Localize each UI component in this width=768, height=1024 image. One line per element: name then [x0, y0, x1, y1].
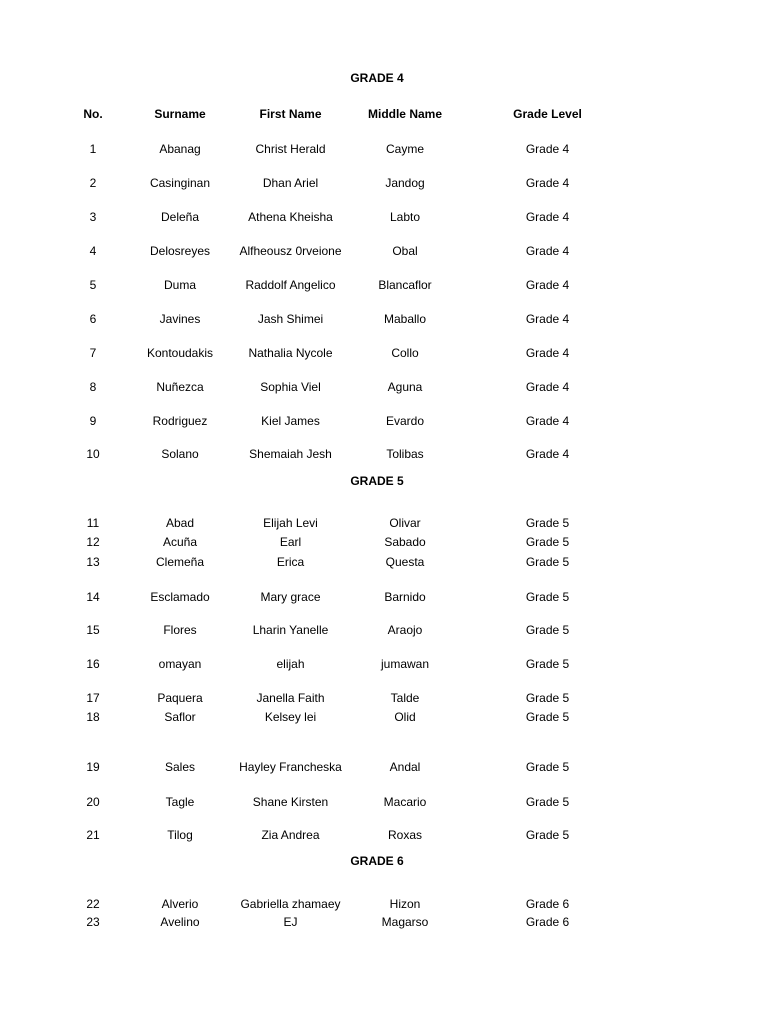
- grade-level-cell: Grade 4: [525, 414, 570, 428]
- middle-name-cell: jumawan: [380, 657, 430, 671]
- middle-name-cell: Tolibas: [386, 447, 424, 461]
- surname-cell: Sales: [164, 760, 196, 774]
- first-name-cell: Nathalia Nycole: [248, 346, 333, 360]
- row-number: 22: [86, 897, 100, 911]
- middle-name-cell: Obal: [392, 244, 418, 258]
- first-name-cell: Lharin Yanelle: [252, 623, 329, 637]
- middle-name-cell: Evardo: [385, 414, 425, 428]
- first-name-cell: Mary grace: [260, 590, 321, 604]
- surname-cell: Javines: [159, 312, 201, 326]
- first-name-cell: Sophia Viel: [260, 380, 321, 394]
- middle-name-cell: Blancaflor: [378, 278, 432, 292]
- grade-level-cell: Grade 5: [525, 691, 570, 705]
- middle-name-cell: Olivar: [389, 516, 421, 530]
- first-name-cell: Kiel James: [261, 414, 320, 428]
- surname-cell: Casinginan: [149, 176, 211, 190]
- surname-cell: Flores: [163, 623, 197, 637]
- middle-name-cell: Roxas: [387, 828, 422, 842]
- row-number: 9: [89, 414, 97, 428]
- middle-name-cell: Labto: [389, 210, 421, 224]
- row-number: 14: [86, 590, 100, 604]
- middle-name-cell: Collo: [391, 346, 419, 360]
- row-number: 20: [86, 795, 100, 809]
- middle-name-cell: Maballo: [383, 312, 427, 326]
- grade-level-cell: Grade 4: [525, 210, 570, 224]
- grade-level-cell: Grade 5: [525, 623, 570, 637]
- grade-level-cell: Grade 4: [525, 312, 570, 326]
- first-name-cell: Janella Faith: [256, 691, 325, 705]
- section-title: GRADE 5: [350, 473, 404, 488]
- grade-level-cell: Grade 4: [525, 278, 570, 292]
- surname-cell: Delosreyes: [149, 244, 211, 258]
- row-number: 7: [89, 346, 97, 360]
- row-number: 13: [86, 555, 100, 569]
- first-name-cell: Gabriella zhamaey: [240, 897, 341, 911]
- middle-name-cell: Macario: [383, 795, 427, 809]
- surname-cell: Alverio: [161, 897, 199, 911]
- grade-level-cell: Grade 5: [525, 828, 570, 842]
- surname-cell: Tagle: [165, 795, 195, 809]
- middle-name-cell: Olid: [394, 710, 416, 724]
- row-number: 4: [89, 244, 97, 258]
- surname-cell: Clemeña: [155, 555, 205, 569]
- grade-level-cell: Grade 4: [525, 346, 570, 360]
- row-number: 5: [89, 278, 97, 292]
- grade-level-cell: Grade 4: [525, 244, 570, 258]
- surname-cell: Kontoudakis: [146, 346, 214, 360]
- grade-level-cell: Grade 5: [525, 516, 570, 530]
- grade-level-cell: Grade 5: [525, 590, 570, 604]
- first-name-cell: Earl: [279, 535, 302, 549]
- section-title: GRADE 6: [350, 854, 404, 868]
- surname-cell: Abanag: [159, 142, 201, 156]
- first-name-cell: Raddolf Angelico: [245, 278, 336, 292]
- middle-name-cell: Talde: [390, 691, 420, 705]
- middle-name-cell: Cayme: [385, 142, 424, 156]
- first-name-cell: Alfheousz 0rveione: [239, 244, 342, 258]
- surname-cell: Nuñezca: [156, 380, 204, 394]
- first-name-cell: Zia Andrea: [261, 828, 320, 842]
- section-title: GRADE 4: [350, 71, 404, 85]
- grade-level-cell: Grade 5: [525, 555, 570, 569]
- row-number: 1: [89, 142, 97, 156]
- grade-level-cell: Grade 4: [525, 142, 570, 156]
- middle-name-cell: Andal: [389, 760, 421, 774]
- middle-name-cell: Sabado: [384, 535, 426, 549]
- middle-name-cell: Hizon: [389, 897, 421, 911]
- row-number: 3: [89, 210, 97, 224]
- grade-level-cell: Grade 4: [525, 176, 570, 190]
- grade-level-cell: Grade 5: [525, 760, 570, 774]
- surname-cell: Esclamado: [150, 590, 210, 604]
- row-number: 12: [86, 535, 100, 549]
- column-header-surname: Surname: [154, 107, 206, 121]
- first-name-cell: Dhan Ariel: [262, 176, 319, 190]
- first-name-cell: Christ Herald: [255, 142, 326, 156]
- row-number: 23: [86, 915, 100, 929]
- first-name-cell: elijah: [276, 657, 305, 671]
- middle-name-cell: Barnido: [384, 590, 426, 604]
- first-name-cell: Kelsey lei: [264, 710, 317, 724]
- first-name-cell: Shane Kirsten: [252, 795, 329, 809]
- student-list-sheet: [62, 68, 630, 931]
- row-number: 11: [86, 516, 100, 530]
- row-number: 21: [86, 828, 100, 842]
- row-number: 10: [86, 447, 100, 461]
- surname-cell: Rodriguez: [152, 414, 208, 428]
- surname-cell: Deleña: [160, 210, 200, 224]
- grade-level-cell: Grade 5: [525, 535, 570, 549]
- row-number: 8: [89, 380, 97, 394]
- first-name-cell: Elijah Levi: [263, 516, 318, 530]
- first-name-cell: Jash Shimei: [257, 312, 324, 326]
- first-name-cell: Erica: [276, 555, 305, 569]
- column-header-first-name: First Name: [259, 107, 322, 121]
- first-name-cell: Athena Kheisha: [248, 210, 333, 224]
- row-number: 19: [86, 760, 100, 774]
- grade-level-cell: Grade 5: [525, 710, 570, 724]
- grade-level-cell: Grade 4: [525, 447, 570, 461]
- surname-cell: Avelino: [160, 915, 200, 929]
- middle-name-cell: Araojo: [387, 623, 423, 637]
- first-name-cell: EJ: [283, 915, 298, 929]
- surname-cell: Solano: [161, 447, 199, 461]
- middle-name-cell: Questa: [385, 555, 425, 569]
- grade-level-cell: Grade 5: [525, 795, 570, 809]
- grade-level-cell: Grade 4: [525, 380, 570, 394]
- middle-name-cell: Jandog: [385, 176, 425, 190]
- surname-cell: Saflor: [164, 710, 196, 724]
- surname-cell: Paquera: [157, 691, 203, 705]
- row-number: 17: [86, 691, 100, 705]
- row-number: 15: [86, 623, 100, 637]
- grade-level-cell: Grade 5: [525, 657, 570, 671]
- middle-name-cell: Magarso: [381, 915, 429, 929]
- row-number: 18: [86, 710, 100, 724]
- middle-name-cell: Aguna: [387, 380, 423, 394]
- row-number: 2: [89, 176, 97, 190]
- surname-cell: Acuña: [162, 535, 198, 549]
- row-number: 16: [86, 657, 100, 671]
- first-name-cell: Hayley Francheska: [239, 760, 342, 774]
- surname-cell: Abad: [165, 516, 195, 530]
- column-header-grade-level: Grade Level: [513, 107, 582, 121]
- column-header-no: No.: [83, 107, 103, 121]
- surname-cell: Duma: [163, 278, 196, 292]
- grade-level-cell: Grade 6: [525, 915, 570, 929]
- surname-cell: omayan: [158, 657, 202, 671]
- row-number: 6: [89, 312, 97, 326]
- grade-level-cell: Grade 6: [525, 897, 570, 911]
- surname-cell: Tilog: [167, 828, 193, 842]
- first-name-cell: Shemaiah Jesh: [249, 447, 332, 461]
- column-header-middle-name: Middle Name: [367, 107, 442, 121]
